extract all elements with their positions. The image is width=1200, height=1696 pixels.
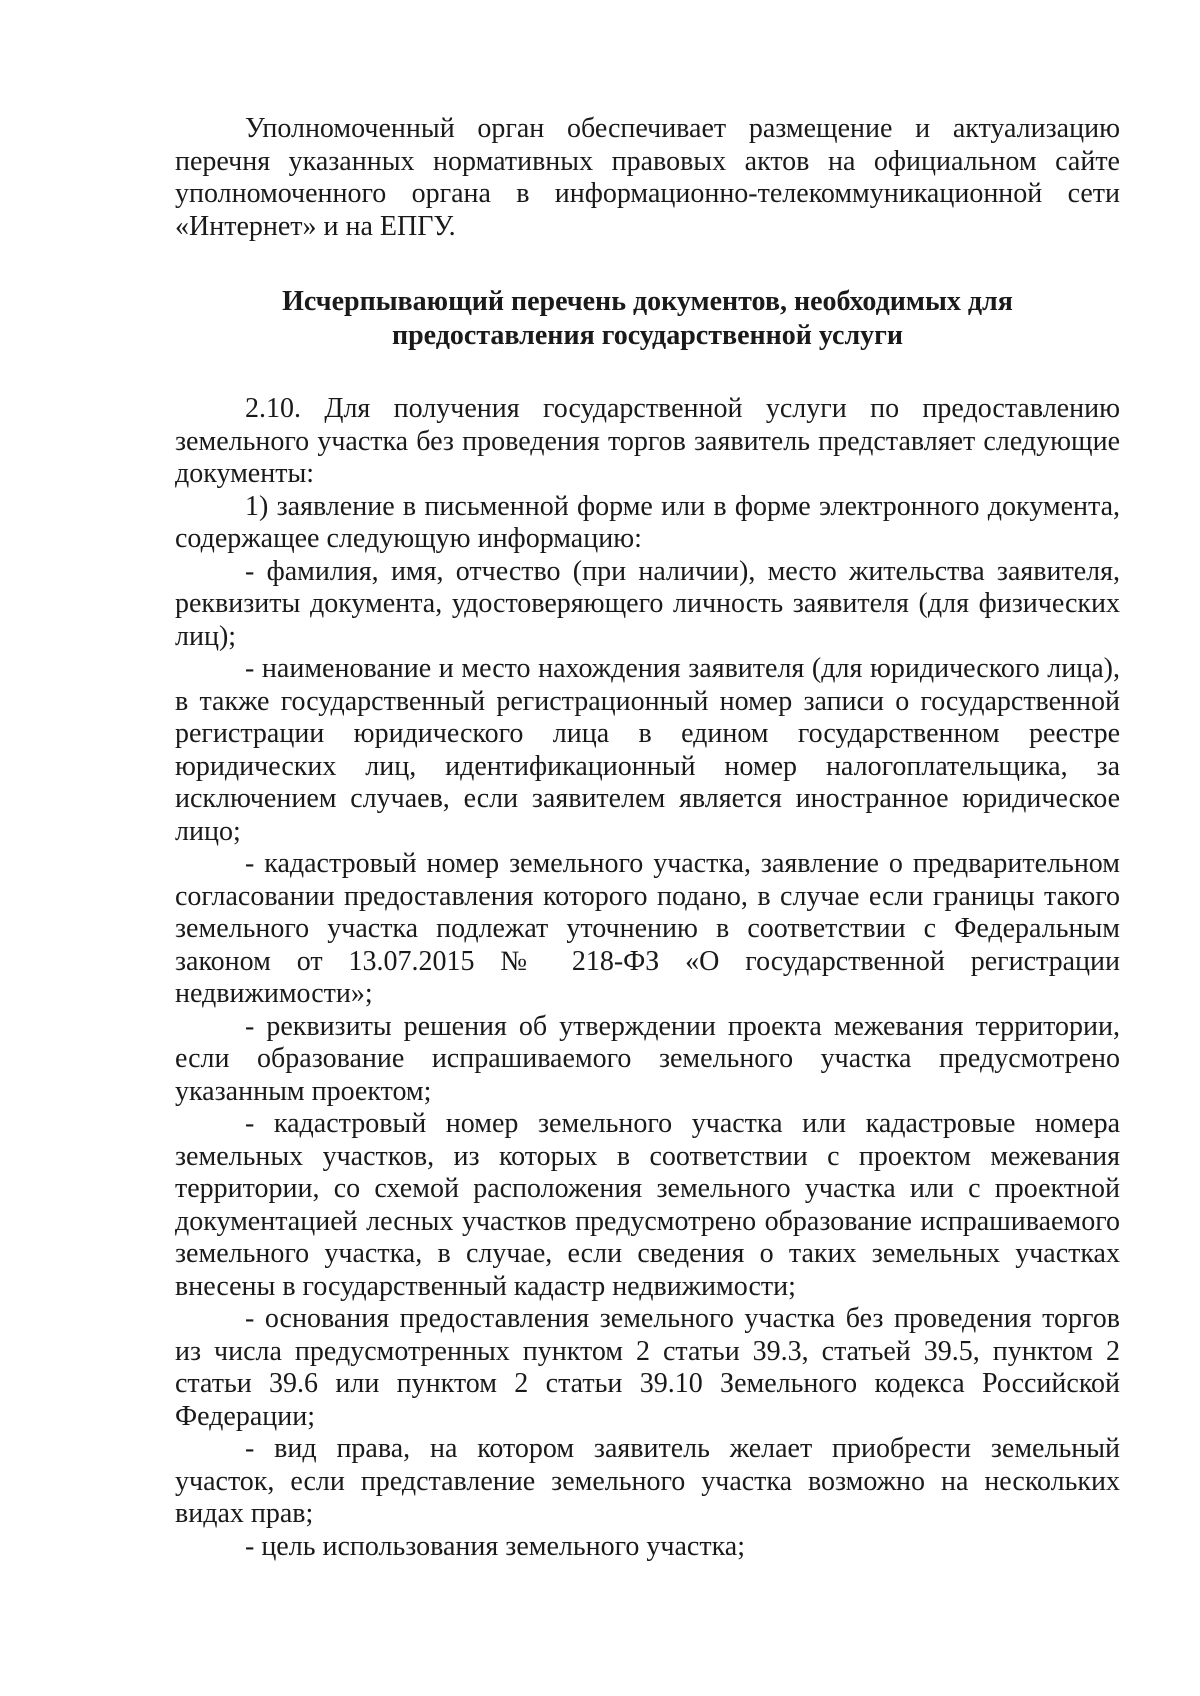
- paragraph-item-1: 1) заявление в письменной форме или в форме электронного документа, содержащее следующую информацию:: [175, 490, 1120, 554]
- intro-paragraph: Уполномоченный орган обеспечивает размещение и актуализацию перечня указанных нормативных правовых актов на официальном сайте уполномоченного органа в информационно-телекоммуникационной сети «Интернет» и на ЕПГУ.: [175, 113, 1120, 242]
- list-item-applicant-person: - фамилия, имя, отчество (при наличии), место жительства заявителя, реквизиты документа, удостоверяющего личность заявителя (для физических лиц);: [175, 555, 1120, 652]
- list-item-grounds: - основания предоставления земельного участка без проведения торгов из числа предусмотренных пунктом 2 статьи 39.3, статьей 39.5, пунктом 2 статьи 39.6 или пунктом 2 статьи 39.10 Земельного кодекса Российской Федерации;: [175, 1303, 1120, 1432]
- section-heading-line-2: предоставления государственной услуги: [391, 320, 904, 351]
- list-item-cadastral-number: - кадастровый номер земельного участка, заявление о предварительном согласовании предоставления которого подано, в случае если границы такого земельного участка подлежат уточнению в соответствии с Федеральным законом от 13.07.2015 № 218-ФЗ «О государственной регистрации недвижимости»;: [175, 848, 1120, 1009]
- list-item-right-type: - вид права, на котором заявитель желает приобрести земельный участок, если представление земельного участка возможно на нескольких видах прав;: [175, 1433, 1120, 1529]
- list-item-applicant-legal-entity: - наименование и место нахождения заявителя (для юридического лица), в также государственный регистрационный номер записи о государственной регистрации юридического лица в едином государственном реестре юридических лиц, идентификационный номер налогоплательщика, за исключением случаев, если заявителем является иностранное юридическое лицо;: [175, 653, 1120, 847]
- document-body: [175, 113, 1120, 1563]
- list-item-survey-project: - реквизиты решения об утверждении проекта межевания территории, если образование испрашиваемого земельного участка предусмотрено указанным проектом;: [175, 1010, 1120, 1107]
- section-heading: [175, 285, 1120, 353]
- list-item-purpose: - цель использования земельного участка;: [245, 1530, 745, 1562]
- section-heading-line-1: Исчерпывающий перечень документов, необходимых для: [282, 286, 1013, 317]
- list-item-source-parcels: - кадастровый номер земельного участка или кадастровые номера земельных участков, из которых в соответствии с проектом межевания территории, со схемой расположения земельного участка или с проектной документацией лесных участков предусмотрено образование испрашиваемого земельного участка, в случае, если сведения о таких земельных участках внесены в государственный кадастр недвижимости;: [175, 1108, 1120, 1302]
- paragraph-2-10: 2.10. Для получения государственной услуги по предоставлению земельного участка без проведения торгов заявитель представляет следующие документы:: [175, 393, 1120, 489]
